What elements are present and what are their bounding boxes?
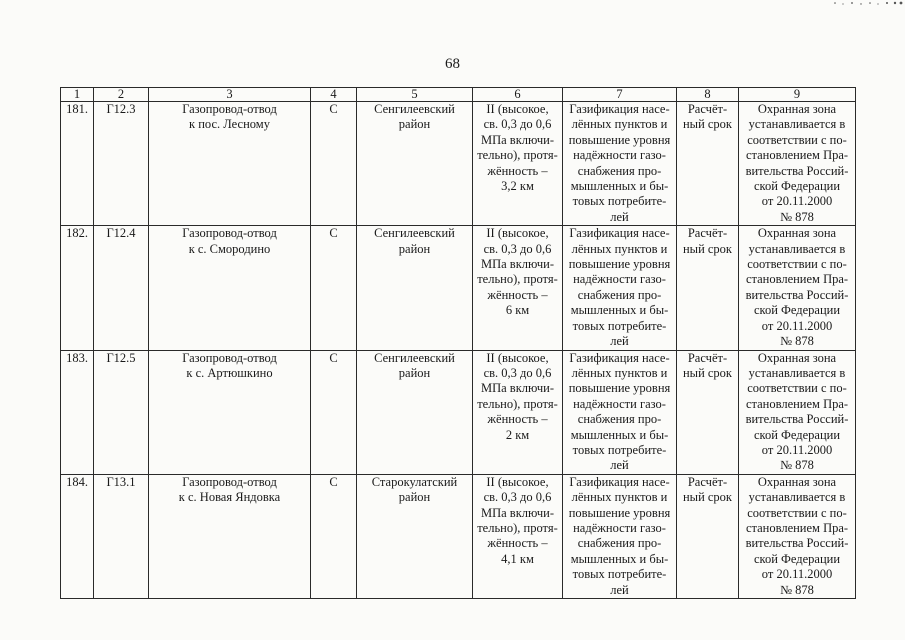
parameters: II (высокое, св. 0,3 до 0,6 МПа включи- тельно), протя- жённость – 2 км: [473, 350, 563, 474]
purpose: Газификация насе- лённых пунктов и повышение уровня надёжности газо- снабжения про- мышленных и бы- товых потребите- лей: [563, 350, 677, 474]
object-type: С: [311, 350, 357, 474]
district: Сенгилеевский район: [357, 226, 473, 350]
table-row: [61, 350, 856, 474]
scan-artifact: [825, 0, 905, 8]
term: Расчёт- ный срок: [677, 102, 739, 226]
protection-zone: Охранная зона устанавливается в соответствии с по- становлением Пра- вительства Россий- ской Федерации от 20.11.2000 № 878: [739, 102, 856, 226]
row-number: 181.: [61, 102, 94, 226]
column-header: 7: [563, 88, 677, 102]
table-row: [61, 226, 856, 350]
table-row: [61, 102, 856, 226]
parameters: II (высокое, св. 0,3 до 0,6 МПа включи- тельно), протя- жённость – 6 км: [473, 226, 563, 350]
object-code: Г13.1: [94, 474, 149, 598]
column-header: 4: [311, 88, 357, 102]
protection-zone: Охранная зона устанавливается в соответствии с по- становлением Пра- вительства Россий- ской Федерации от 20.11.2000 № 878: [739, 474, 856, 598]
registry-table: [60, 87, 856, 599]
protection-zone: Охранная зона устанавливается в соответствии с по- становлением Пра- вительства Россий- ской Федерации от 20.11.2000 № 878: [739, 226, 856, 350]
row-number: 184.: [61, 474, 94, 598]
object-code: Г12.3: [94, 102, 149, 226]
purpose: Газификация насе- лённых пунктов и повышение уровня надёжности газо- снабжения про- мышленных и бы- товых потребите- лей: [563, 474, 677, 598]
district: Сенгилеевский район: [357, 350, 473, 474]
object-type: С: [311, 102, 357, 226]
term: Расчёт- ный срок: [677, 226, 739, 350]
column-header: 5: [357, 88, 473, 102]
term: Расчёт- ный срок: [677, 350, 739, 474]
object-name: Газопровод-отвод к пос. Лесному: [149, 102, 311, 226]
object-type: С: [311, 226, 357, 350]
object-type: С: [311, 474, 357, 598]
protection-zone: Охранная зона устанавливается в соответствии с по- становлением Пра- вительства Россий- ской Федерации от 20.11.2000 № 878: [739, 350, 856, 474]
object-code: Г12.4: [94, 226, 149, 350]
parameters: II (высокое, св. 0,3 до 0,6 МПа включи- тельно), протя- жённость – 4,1 км: [473, 474, 563, 598]
column-header: 8: [677, 88, 739, 102]
parameters: II (высокое, св. 0,3 до 0,6 МПа включи- тельно), протя- жённость – 3,2 км: [473, 102, 563, 226]
column-header: 1: [61, 88, 94, 102]
table-header-row: [61, 88, 856, 102]
object-code: Г12.5: [94, 350, 149, 474]
object-name: Газопровод-отвод к с. Артюшкино: [149, 350, 311, 474]
district: Сенгилеевский район: [357, 102, 473, 226]
object-name: Газопровод-отвод к с. Новая Яндовка: [149, 474, 311, 598]
object-name: Газопровод-отвод к с. Смородино: [149, 226, 311, 350]
purpose: Газификация насе- лённых пунктов и повышение уровня надёжности газо- снабжения про- мышленных и бы- товых потребите- лей: [563, 226, 677, 350]
column-header: 3: [149, 88, 311, 102]
page-number: 68: [445, 56, 460, 72]
column-header: 9: [739, 88, 856, 102]
row-number: 182.: [61, 226, 94, 350]
row-number: 183.: [61, 350, 94, 474]
term: Расчёт- ный срок: [677, 474, 739, 598]
district: Старокулатский район: [357, 474, 473, 598]
column-header: 6: [473, 88, 563, 102]
table-row: [61, 474, 856, 598]
purpose: Газификация насе- лённых пунктов и повышение уровня надёжности газо- снабжения про- мышленных и бы- товых потребите- лей: [563, 102, 677, 226]
column-header: 2: [94, 88, 149, 102]
